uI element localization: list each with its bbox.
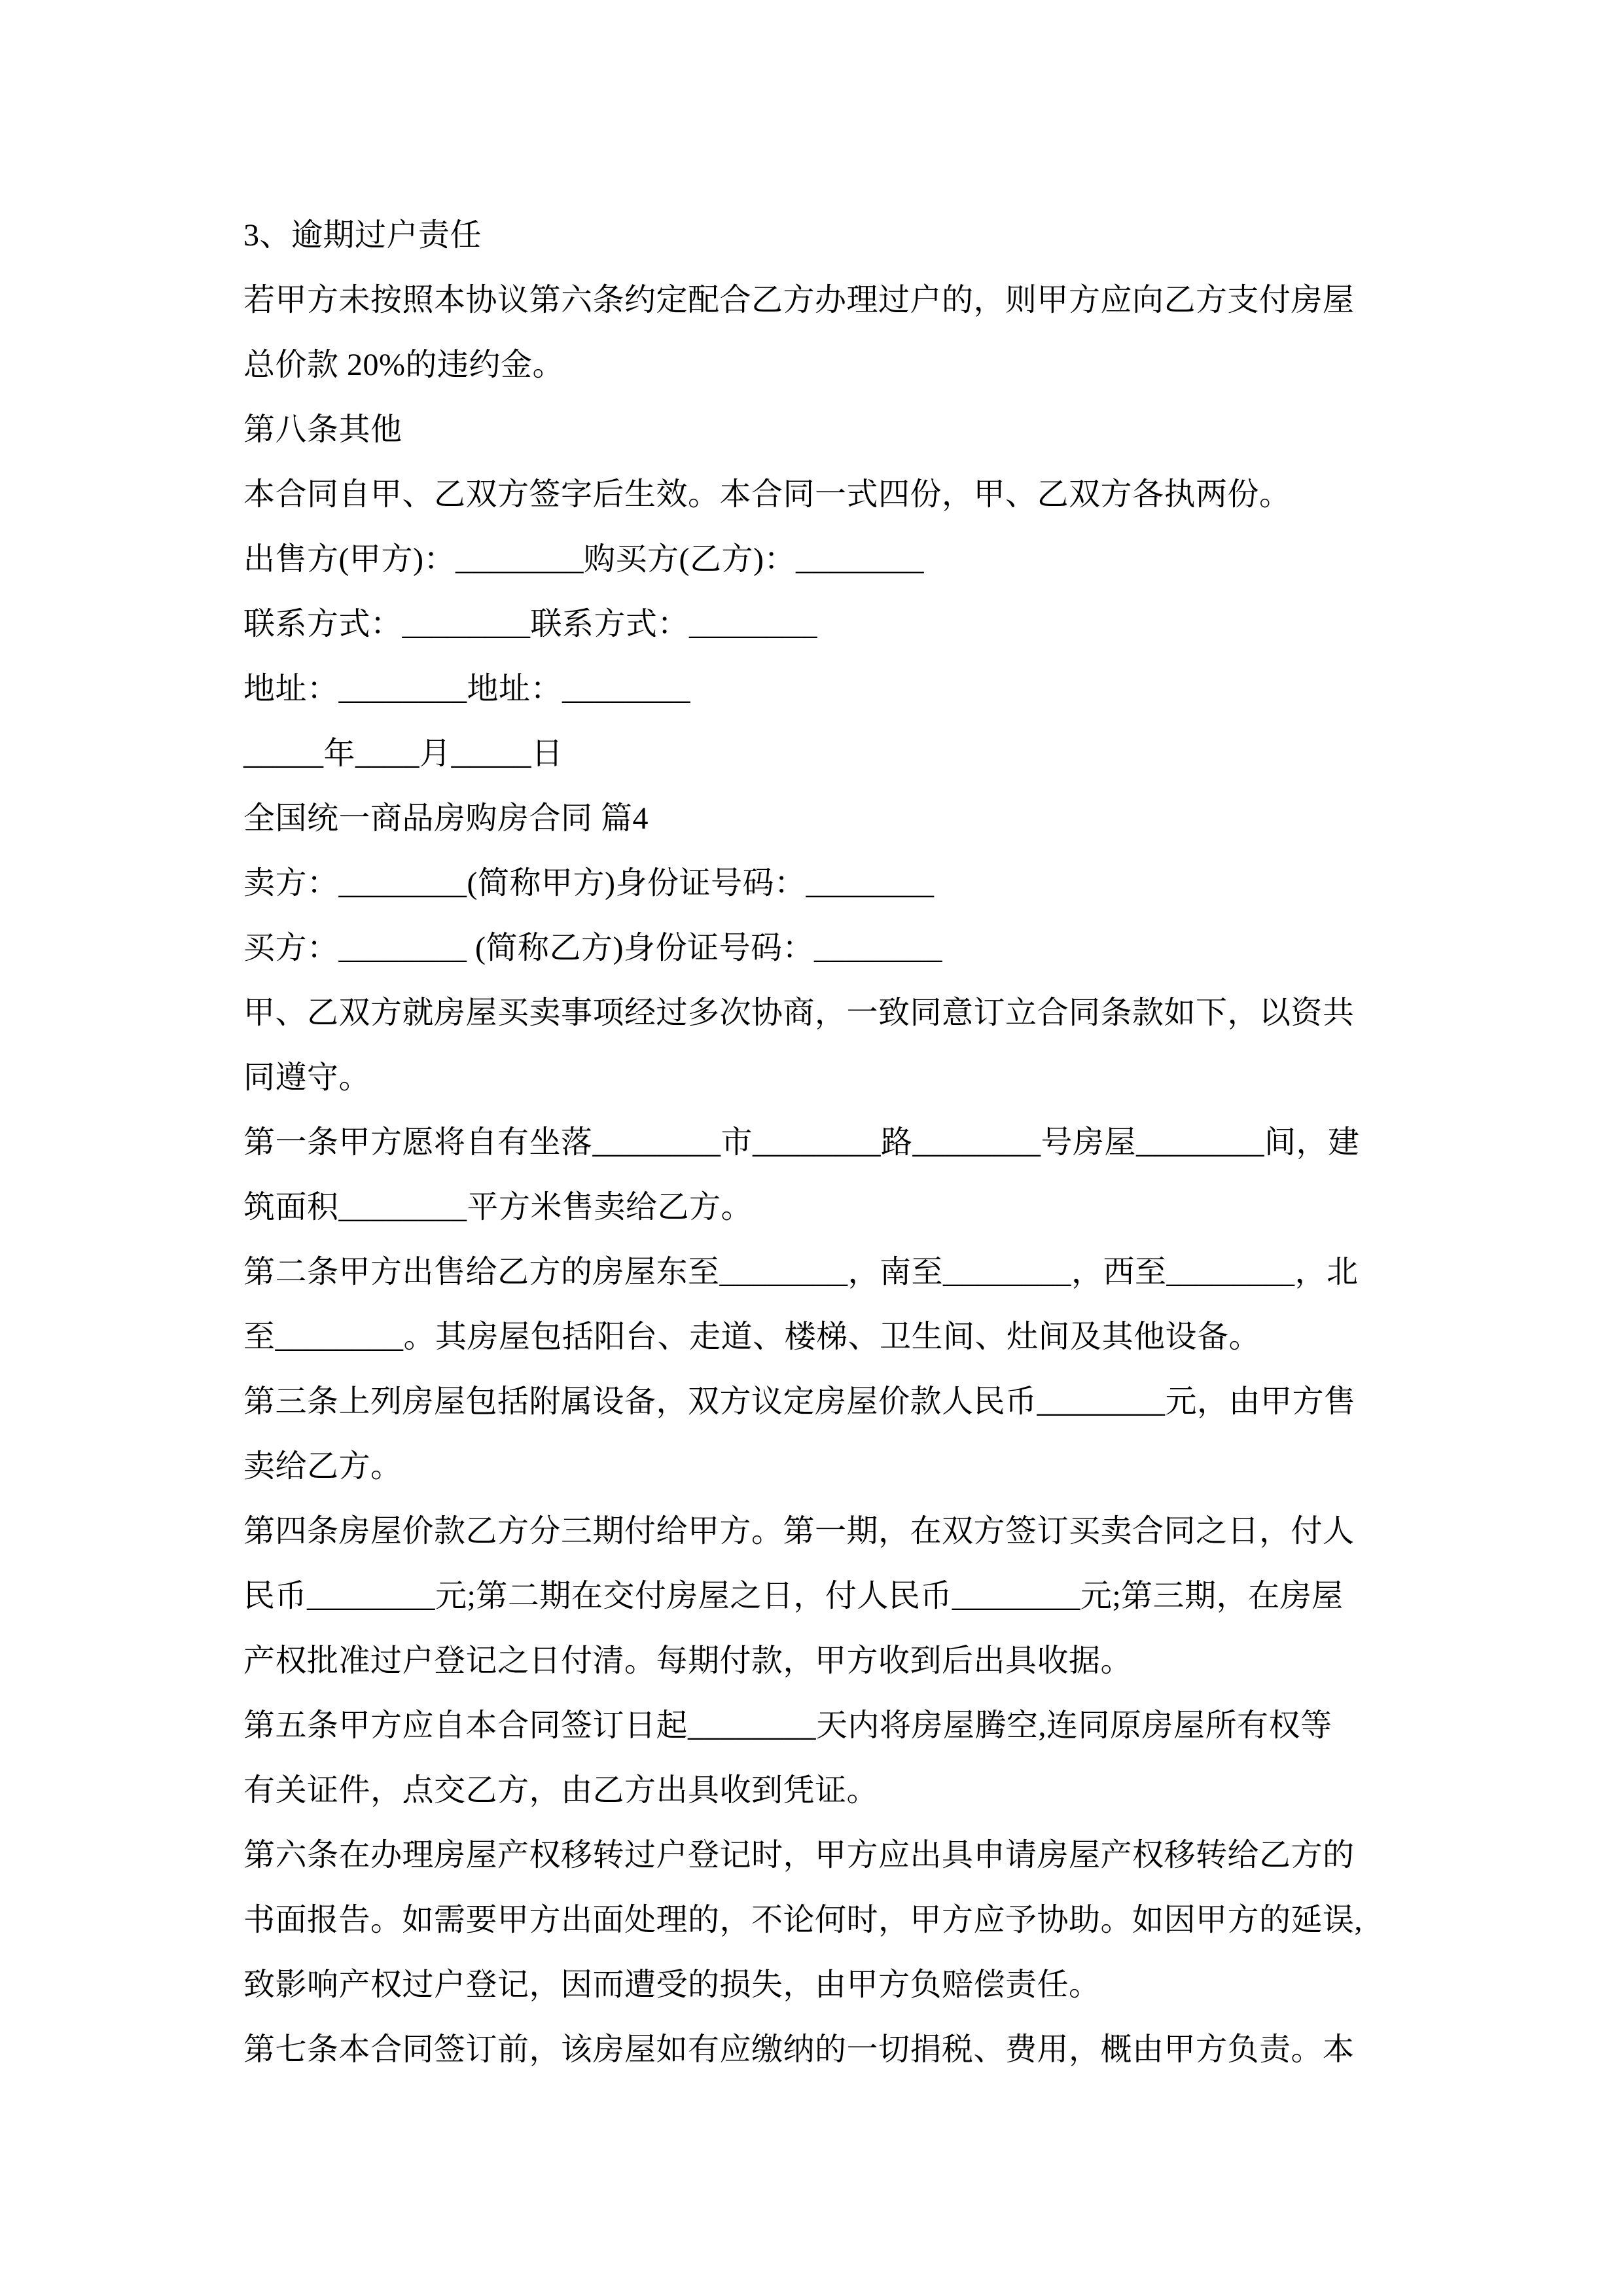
section-title: 全国统一商品房购房合同 篇4 (243, 801, 649, 836)
doc-line: 本合同自甲、乙双方签字后生效。本合同一式四份，甲、乙双方各执两份。 (243, 477, 1291, 512)
doc-line: 第三条上列房屋包括附属设备，双方议定房屋价款人民币________元，由甲方售 (243, 1384, 1356, 1419)
doc-line: 第七条本合同签订前，该房屋如有应缴纳的一切捐税、费用，概由甲方负责。本 (243, 2032, 1355, 2067)
doc-line: 至________。其房屋包括阳台、走道、楼梯、卫生间、灶间及其他设备。 (243, 1319, 1261, 1354)
doc-line: 产权批准过户登记之日付清。每期付款，甲方收到后出具收据。 (243, 1643, 1133, 1678)
doc-line: 第六条在办理房屋产权移转过户登记时，甲方应出具申请房屋产权移转给乙方的 (243, 1838, 1355, 1873)
doc-line: 有关证件，点交乙方，由乙方出具收到凭证。 (243, 1773, 879, 1808)
doc-line: 第五条甲方应自本合同签订日起________天内将房屋腾空,连同原房屋所有权等 (243, 1708, 1332, 1743)
doc-line: 书面报告。如需要甲方出面处理的，不论何时，甲方应予协助。如因甲方的延误, (243, 1903, 1363, 1937)
doc-line: 总价款 20%的违约金。 (243, 348, 564, 382)
doc-line: 第二条甲方出售给乙方的房屋东至________，南至________，西至________，北 (243, 1255, 1359, 1289)
clause-subheading: 3、逾期过户责任 (243, 218, 482, 253)
doc-line: 若甲方未按照本协议第六条约定配合乙方办理过户的，则甲方应向乙方支付房屋 (243, 283, 1355, 317)
clause-heading: 第八条其他 (243, 412, 402, 447)
doc-line: 同遵守。 (243, 1060, 371, 1095)
party-line-buyer: 买方：________ (简称乙方)身份证号码：________ (243, 931, 942, 965)
signature-line-date: _____年____月_____日 (243, 736, 563, 771)
signature-line-contact: 联系方式：________联系方式：________ (243, 607, 818, 641)
signature-line-seller-buyer: 出售方(甲方)：________购买方(乙方)：________ (243, 542, 924, 577)
doc-line: 民币________元;第二期在交付房屋之日，付人民币________元;第三期，在房屋 (243, 1579, 1344, 1613)
signature-line-address: 地址：________地址：________ (243, 672, 691, 706)
doc-line: 筑面积________平方米售卖给乙方。 (243, 1190, 753, 1225)
doc-line: 甲、乙双方就房屋买卖事项经过多次协商，一致同意订立合同条款如下，以资共 (243, 996, 1355, 1030)
party-line-seller: 卖方：________(简称甲方)身份证号码：________ (243, 866, 935, 901)
doc-line: 第四条房屋价款乙方分三期付给甲方。第一期，在双方签订买卖合同之日，付人 (243, 1514, 1355, 1549)
doc-line: 第一条甲方愿将自有坐落________市________路________号房屋________间，建 (243, 1125, 1360, 1160)
doc-line: 卖给乙方。 (243, 1449, 402, 1484)
doc-line: 致影响产权过户登记，因而遭受的损失，由甲方负赔偿责任。 (243, 1967, 1101, 2002)
